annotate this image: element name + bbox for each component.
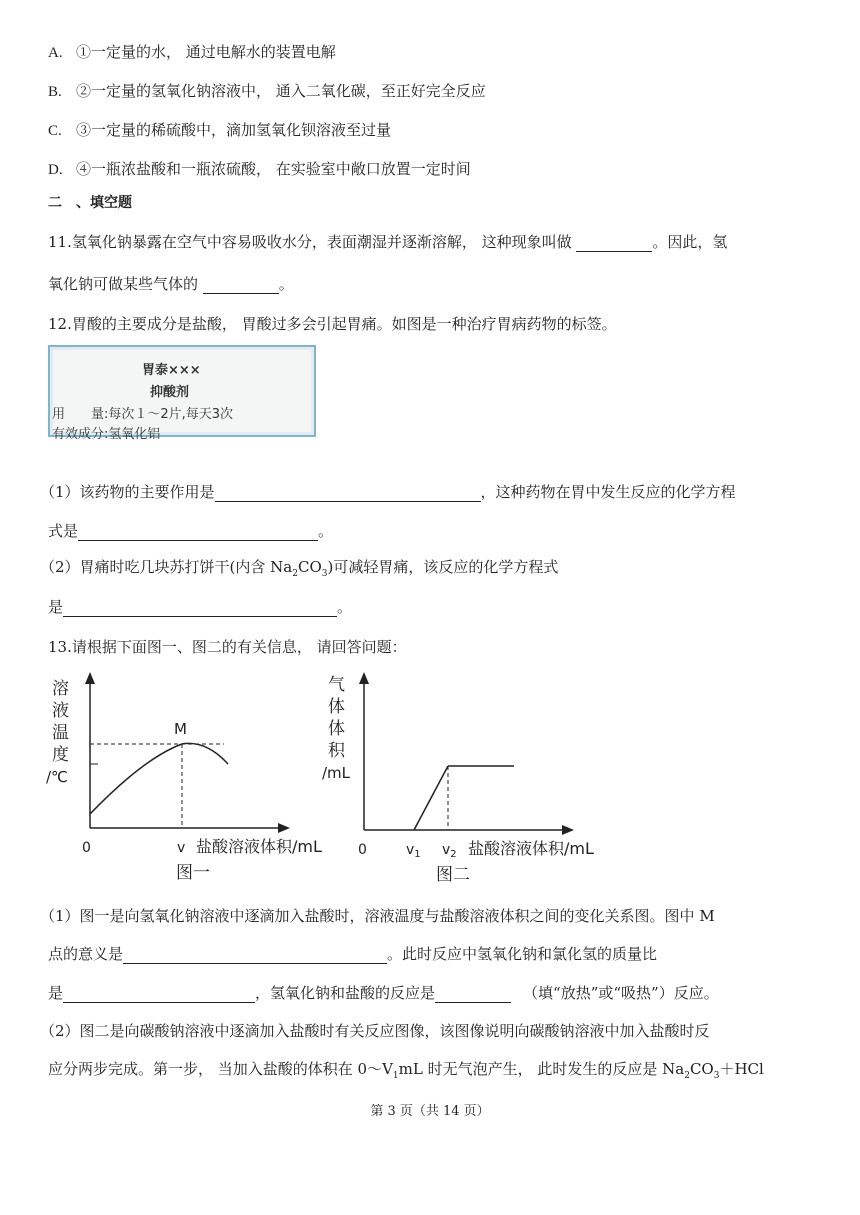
y-axis-label-char: 液 (52, 701, 69, 721)
q12-text: CO (297, 558, 322, 576)
label-subtitle: 抑酸剂 (150, 385, 190, 400)
answer-blank[interactable] (123, 947, 387, 964)
q12-text: 是 (48, 598, 64, 616)
x-axis-arrow (562, 825, 574, 835)
section-heading: 二 、填空题 (48, 195, 132, 211)
option-letter: B. (48, 84, 62, 100)
option-text: ③一定量的稀硫酸中，滴加氢氧化钡溶液至过量 (76, 121, 392, 139)
y-axis-label-char: 温 (52, 723, 69, 743)
q13-text: 。此时反应中氢氧化钠和氯化氢的质量比 (387, 945, 658, 963)
q13-text: （填“放热”或“吸热”）反应。 (523, 984, 719, 1002)
y-axis-label-char: 度 (52, 745, 69, 765)
q13-part1-line3 (48, 983, 719, 1003)
answer-blank[interactable] (435, 986, 511, 1003)
q12-part1-line2 (48, 521, 333, 541)
q12-text: )可减轻胃痛，该反应的化学方程式 (327, 558, 559, 576)
figure-2-graph (318, 668, 618, 888)
option-letter: C. (48, 123, 62, 139)
y-axis-unit: /mL (322, 764, 351, 782)
medicine-label (48, 345, 316, 442)
option-text: ①一定量的水， 通过电解水的装置电解 (76, 43, 336, 61)
y-axis-label-char: 体 (328, 719, 345, 739)
x-tick-v: v (177, 840, 186, 856)
q13-part2-line2 (48, 1059, 764, 1086)
option-letter: D. (48, 162, 63, 178)
q13-text: CO (689, 1060, 714, 1078)
origin-label: 0 (82, 840, 91, 856)
q12-text: 式是 (48, 522, 79, 540)
x-tick-v1: $v_1$ (406, 842, 421, 860)
figure-caption: 图二 (436, 865, 470, 885)
q13-text: 是 (48, 984, 64, 1002)
peak-label-m: M (174, 720, 187, 738)
y-axis-label-char: 积 (328, 741, 345, 761)
temperature-curve (90, 743, 228, 814)
q12-part2-line1 (40, 557, 558, 584)
option-text: ②一定量的氢氧化钠溶液中， 通入二氧化碳，至正好完全反应 (76, 82, 486, 100)
gas-volume-rising-line (414, 766, 448, 830)
subscript: 3 (321, 569, 328, 579)
q12-text: 。 (337, 598, 353, 616)
label-dose: 用 量:每次１～2片,每天3次 (52, 407, 234, 422)
y-axis-label-char: 体 (328, 697, 345, 717)
q11-text: 氧化钠可做某些气体的 (48, 275, 203, 293)
x-axis-label: 盐酸溶液体积/mL (196, 837, 322, 856)
q12-text: ，这种药物在胃中发生反应的化学方程 (480, 483, 736, 501)
q12-part2-line2 (48, 597, 352, 617)
q13-part1-line2 (48, 944, 657, 964)
subscript: 2 (292, 569, 298, 579)
option-d (48, 159, 471, 180)
answer-blank[interactable] (203, 277, 279, 294)
subscript: 1 (392, 1071, 399, 1081)
q11-line1 (48, 232, 727, 252)
q12-intro: 12.胃酸的主要成分是盐酸， 胃酸过多会引起胃痛。如图是一种治疗胃病药物的标签。 (48, 315, 617, 333)
q13-part1-line1: （1）图一是向氢氧化钠溶液中逐滴加入盐酸时，溶液温度与盐酸溶液体积之间的变化关系图。图中 M (40, 907, 715, 925)
subscript: 3 (713, 1071, 720, 1081)
q13-text: mL 时无气泡产生， 此时发生的反应是 Na (398, 1060, 685, 1078)
option-b (48, 81, 486, 102)
answer-blank[interactable] (576, 235, 652, 252)
label-ingredient: 有效成分:氢氧化铝 (52, 427, 161, 442)
subscript: 2 (684, 1071, 690, 1081)
x-tick-v2: $v_2$ (442, 842, 457, 860)
q12-text: （1）该药物的主要作用是 (40, 483, 215, 501)
y-axis-unit: /℃ (46, 768, 68, 786)
option-c (48, 120, 391, 141)
page-footer: 第 3 页（共 14 页） (370, 1104, 490, 1119)
q13-text: ＋HCl (719, 1060, 764, 1078)
option-text: ④一瓶浓盐酸和一瓶浓硫酸， 在实验室中敞口放置一定时间 (76, 160, 471, 178)
answer-blank[interactable] (78, 524, 318, 541)
answer-blank[interactable] (63, 600, 337, 617)
y-axis-label-char: 气 (328, 675, 345, 695)
answer-blank[interactable] (215, 485, 481, 502)
figure-1-graph (44, 668, 344, 888)
answer-blank[interactable] (63, 986, 255, 1003)
q12-part1-line1 (40, 482, 736, 502)
y-axis-label-char: 溶 (52, 679, 69, 699)
q12-text: （2）胃痛时吃几块苏打饼干(内含 Na (40, 558, 293, 576)
label-title: 胃泰××× (142, 363, 201, 378)
q12-text: 。 (318, 522, 334, 540)
q11-text: 11.氢氧化钠暴露在空气中容易吸收水分，表面潮湿并逐渐溶解， 这种现象叫做 (48, 233, 577, 251)
x-axis-label: 盐酸溶液体积/mL (468, 839, 594, 858)
option-letter: A. (48, 45, 63, 61)
y-axis-arrow (359, 672, 369, 684)
figure-caption: 图一 (176, 863, 210, 883)
q13-text: 点的意义是 (48, 945, 124, 963)
q13-text: 应分两步完成。第一步， 当加入盐酸的体积在 0～V (48, 1060, 393, 1078)
q11-line2 (48, 274, 294, 294)
q13-intro: 13.请根据下面图一、图二的有关信息， 请回答问题： (48, 638, 407, 656)
q13-part2-line1: （2）图二是向碳酸钠溶液中逐滴加入盐酸时有关反应图像，该图像说明向碳酸钠溶液中加入盐酸时反 (40, 1022, 710, 1040)
x-axis-arrow (278, 823, 290, 833)
y-axis-arrow (85, 672, 95, 684)
q13-text: ，氢氧化钠和盐酸的反应是 (255, 984, 436, 1002)
q11-text: 。因此，氢 (652, 233, 728, 251)
q11-text: 。 (278, 275, 294, 293)
origin-label: 0 (358, 842, 367, 858)
option-a (48, 42, 336, 63)
